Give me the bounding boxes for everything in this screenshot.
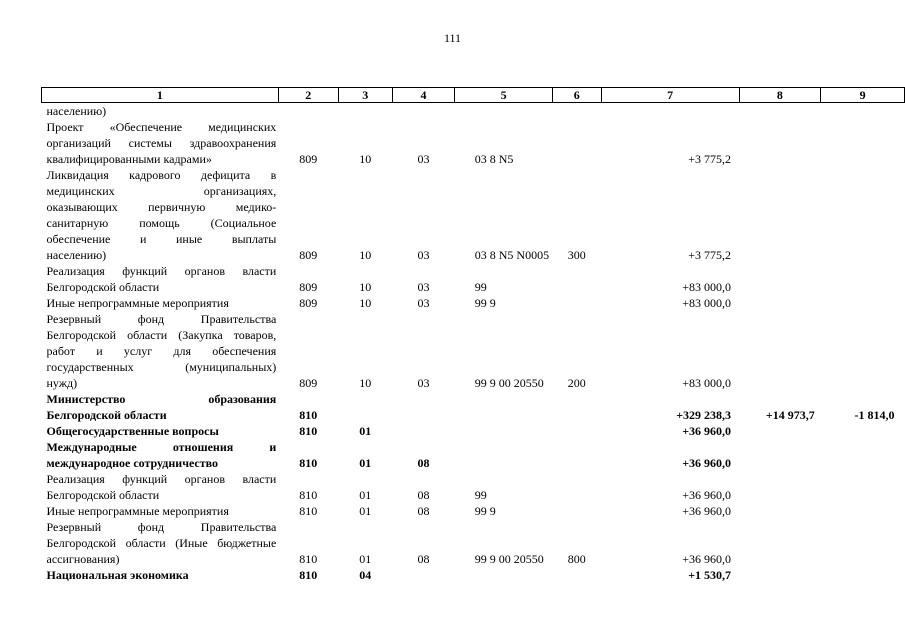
table-row xyxy=(42,103,905,120)
row-amount-3 xyxy=(821,423,905,439)
description-line: квалифицированными кадрами» xyxy=(46,152,212,166)
row-target-article xyxy=(455,439,553,471)
row-description xyxy=(42,439,279,471)
row-amount-1: +36 960,0 xyxy=(682,456,732,470)
row-description xyxy=(42,295,279,311)
row-description xyxy=(42,471,279,503)
row-amount-2 xyxy=(739,295,821,311)
description-line: Министерство образования xyxy=(46,392,277,406)
row-amount-3 xyxy=(821,439,905,471)
table-row xyxy=(42,167,905,263)
row-subsection-code xyxy=(392,423,455,439)
row-subsection-code: 03 xyxy=(417,296,430,310)
description-line: санитарную помощь (Социальное xyxy=(46,216,277,230)
row-section-code: 01 xyxy=(359,552,372,566)
row-ministry-code: 809 xyxy=(299,376,318,390)
row-expense-type xyxy=(553,103,602,120)
row-description xyxy=(42,503,279,519)
description-line: работ и услуг для обеспечения xyxy=(46,344,277,358)
description-line: международное сотрудничество xyxy=(46,456,219,470)
description-line: Общегосударственные вопросы xyxy=(46,424,219,438)
header-col-5: 5 xyxy=(455,88,553,103)
header-col-2: 2 xyxy=(278,88,338,103)
header-col-7: 7 xyxy=(601,88,739,103)
row-subsection-code xyxy=(392,103,455,120)
description-line: оказывающих первичную медико- xyxy=(46,200,277,214)
row-section-code: 10 xyxy=(359,376,372,390)
row-amount-3 xyxy=(821,567,905,583)
row-target-article xyxy=(455,391,553,423)
row-section-code: 01 xyxy=(359,424,372,438)
table-row xyxy=(42,119,905,167)
row-amount-1: +36 960,0 xyxy=(682,424,732,438)
description-line: ассигнования) xyxy=(46,552,120,566)
row-amount-2 xyxy=(739,119,821,167)
table-row xyxy=(42,567,905,583)
row-amount-3 xyxy=(821,503,905,519)
row-subsection-code xyxy=(392,567,455,583)
row-expense-type xyxy=(553,119,602,167)
row-amount-2 xyxy=(739,167,821,263)
row-section-code: 10 xyxy=(359,280,372,294)
row-ministry-code: 810 xyxy=(299,408,318,422)
row-expense-type xyxy=(553,471,602,503)
table-row xyxy=(42,471,905,503)
row-ministry-code: 809 xyxy=(299,248,318,262)
row-target-article: 99 9 00 20550 xyxy=(474,376,544,390)
row-amount-3 xyxy=(821,167,905,263)
table-header-row xyxy=(42,88,905,103)
row-ministry-code: 809 xyxy=(299,280,318,294)
row-amount-3 xyxy=(821,295,905,311)
row-amount-2 xyxy=(739,423,821,439)
row-ministry-code: 810 xyxy=(299,424,318,438)
row-expense-type: 200 xyxy=(567,376,586,390)
row-amount-1: +3 775,2 xyxy=(688,248,732,262)
row-section-code xyxy=(338,391,392,423)
row-amount-1: +36 960,0 xyxy=(682,488,732,502)
row-subsection-code: 08 xyxy=(417,504,430,518)
description-line: Белгородской области (Закупка товаров, xyxy=(46,328,277,342)
row-amount-1: +329 238,3 xyxy=(676,408,732,422)
description-line: Белгородской области xyxy=(46,488,160,502)
row-amount-1: +36 960,0 xyxy=(682,552,732,566)
description-line: Белгородской области xyxy=(46,408,167,422)
table-row xyxy=(42,263,905,295)
row-section-code: 01 xyxy=(359,504,372,518)
row-description xyxy=(42,311,279,391)
description-line: Иные непрограммные мероприятия xyxy=(46,504,229,518)
row-target-article: 99 9 xyxy=(474,504,496,518)
row-section-code: 01 xyxy=(359,488,372,502)
row-target-article: 03 8 N5 N0005 xyxy=(474,248,550,262)
row-amount-1: +1 530,7 xyxy=(688,568,732,582)
row-expense-type xyxy=(553,263,602,295)
budget-table xyxy=(41,87,905,583)
row-amount-2 xyxy=(739,103,821,120)
description-line: Резервный фонд Правительства xyxy=(46,312,277,326)
header-col-3: 3 xyxy=(338,88,392,103)
description-line: населению) xyxy=(46,248,107,262)
row-description xyxy=(42,391,279,423)
row-target-article: 99 xyxy=(474,488,487,502)
row-ministry-code xyxy=(278,103,338,120)
row-amount-2 xyxy=(739,311,821,391)
row-subsection-code xyxy=(392,391,455,423)
row-amount-3 xyxy=(821,471,905,503)
description-line: Резервный фонд Правительства xyxy=(46,520,277,534)
row-expense-type xyxy=(553,423,602,439)
table-row xyxy=(42,423,905,439)
description-line: Иные непрограммные мероприятия xyxy=(46,296,229,310)
row-target-article: 99 9 xyxy=(474,296,496,310)
row-subsection-code: 03 xyxy=(417,152,430,166)
row-amount-3 xyxy=(821,519,905,567)
row-amount-1: +83 000,0 xyxy=(682,376,732,390)
row-amount-3 xyxy=(821,119,905,167)
row-amount-3 xyxy=(821,311,905,391)
description-line: медицинских организациях, xyxy=(46,184,277,198)
row-target-article xyxy=(455,567,553,583)
table-row xyxy=(42,311,905,391)
description-line: Ликвидация кадрового дефицита в xyxy=(46,168,277,182)
description-line: Белгородской области (Иные бюджетные xyxy=(46,536,277,550)
table-row xyxy=(42,519,905,567)
row-amount-2 xyxy=(739,519,821,567)
description-line: Национальная экономика xyxy=(46,568,189,582)
row-amount-1: +83 000,0 xyxy=(682,296,732,310)
row-subsection-code: 03 xyxy=(417,248,430,262)
row-ministry-code: 810 xyxy=(299,568,318,582)
row-description xyxy=(42,263,279,295)
row-subsection-code: 03 xyxy=(417,280,430,294)
row-expense-type: 300 xyxy=(567,248,586,262)
header-col-6: 6 xyxy=(553,88,602,103)
row-amount-3: -1 814,0 xyxy=(854,408,895,422)
description-line: Проект «Обеспечение медицинских xyxy=(46,120,277,134)
row-amount-1: +36 960,0 xyxy=(682,504,732,518)
row-ministry-code: 810 xyxy=(299,488,318,502)
table-row xyxy=(42,503,905,519)
description-line: Реализация функций органов власти xyxy=(46,472,277,486)
row-section-code: 10 xyxy=(359,296,372,310)
row-expense-type: 800 xyxy=(567,552,586,566)
row-ministry-code: 810 xyxy=(299,456,318,470)
row-section-code xyxy=(338,103,392,120)
row-subsection-code: 03 xyxy=(417,376,430,390)
row-ministry-code: 809 xyxy=(299,152,318,166)
description-line: государственных (муниципальных) xyxy=(46,360,277,374)
row-subsection-code: 08 xyxy=(417,488,430,502)
row-amount-2: +14 973,7 xyxy=(765,408,815,422)
row-amount-3 xyxy=(821,263,905,295)
header-col-1: 1 xyxy=(42,88,279,103)
description-line: нужд) xyxy=(46,376,78,390)
row-description xyxy=(42,567,279,583)
row-amount-3 xyxy=(821,103,905,120)
row-subsection-code: 08 xyxy=(417,456,430,470)
row-amount-1 xyxy=(601,103,739,120)
row-section-code: 10 xyxy=(359,248,372,262)
row-section-code: 04 xyxy=(359,568,372,582)
row-target-article: 03 8 N5 xyxy=(474,152,514,166)
header-col-8: 8 xyxy=(739,88,821,103)
row-target-article: 99 9 00 20550 xyxy=(474,552,544,566)
table-row xyxy=(42,391,905,423)
row-expense-type xyxy=(553,503,602,519)
description-line: Международные отношения и xyxy=(46,440,277,454)
row-target-article: 99 xyxy=(474,280,487,294)
row-expense-type xyxy=(553,391,602,423)
row-subsection-code: 08 xyxy=(417,552,430,566)
row-description xyxy=(42,103,279,120)
row-amount-2 xyxy=(739,503,821,519)
row-amount-1: +83 000,0 xyxy=(682,280,732,294)
row-description xyxy=(42,423,279,439)
row-amount-2 xyxy=(739,439,821,471)
row-expense-type xyxy=(553,439,602,471)
table-body xyxy=(42,103,905,584)
description-line: обеспечение и иные выплаты xyxy=(46,232,277,246)
row-amount-2 xyxy=(739,567,821,583)
header-col-9: 9 xyxy=(821,88,905,103)
row-amount-1: +3 775,2 xyxy=(688,152,732,166)
page-number: 111 xyxy=(443,31,462,45)
description-line: Реализация функций органов власти xyxy=(46,264,277,278)
row-section-code: 10 xyxy=(359,152,372,166)
row-amount-2 xyxy=(739,471,821,503)
row-ministry-code: 809 xyxy=(299,296,318,310)
row-ministry-code: 810 xyxy=(299,552,318,566)
row-target-article xyxy=(455,103,553,120)
header-col-4: 4 xyxy=(392,88,455,103)
description-line: организаций системы здравоохранения xyxy=(46,136,277,150)
table-row xyxy=(42,295,905,311)
description-line: населению) xyxy=(46,104,107,118)
table-row xyxy=(42,439,905,471)
row-section-code: 01 xyxy=(359,456,372,470)
description-line: Белгородской области xyxy=(46,280,160,294)
row-expense-type xyxy=(553,567,602,583)
row-target-article xyxy=(455,423,553,439)
row-amount-2 xyxy=(739,263,821,295)
row-expense-type xyxy=(553,295,602,311)
row-description xyxy=(42,519,279,567)
row-ministry-code: 810 xyxy=(299,504,318,518)
row-description xyxy=(42,167,279,263)
row-description xyxy=(42,119,279,167)
